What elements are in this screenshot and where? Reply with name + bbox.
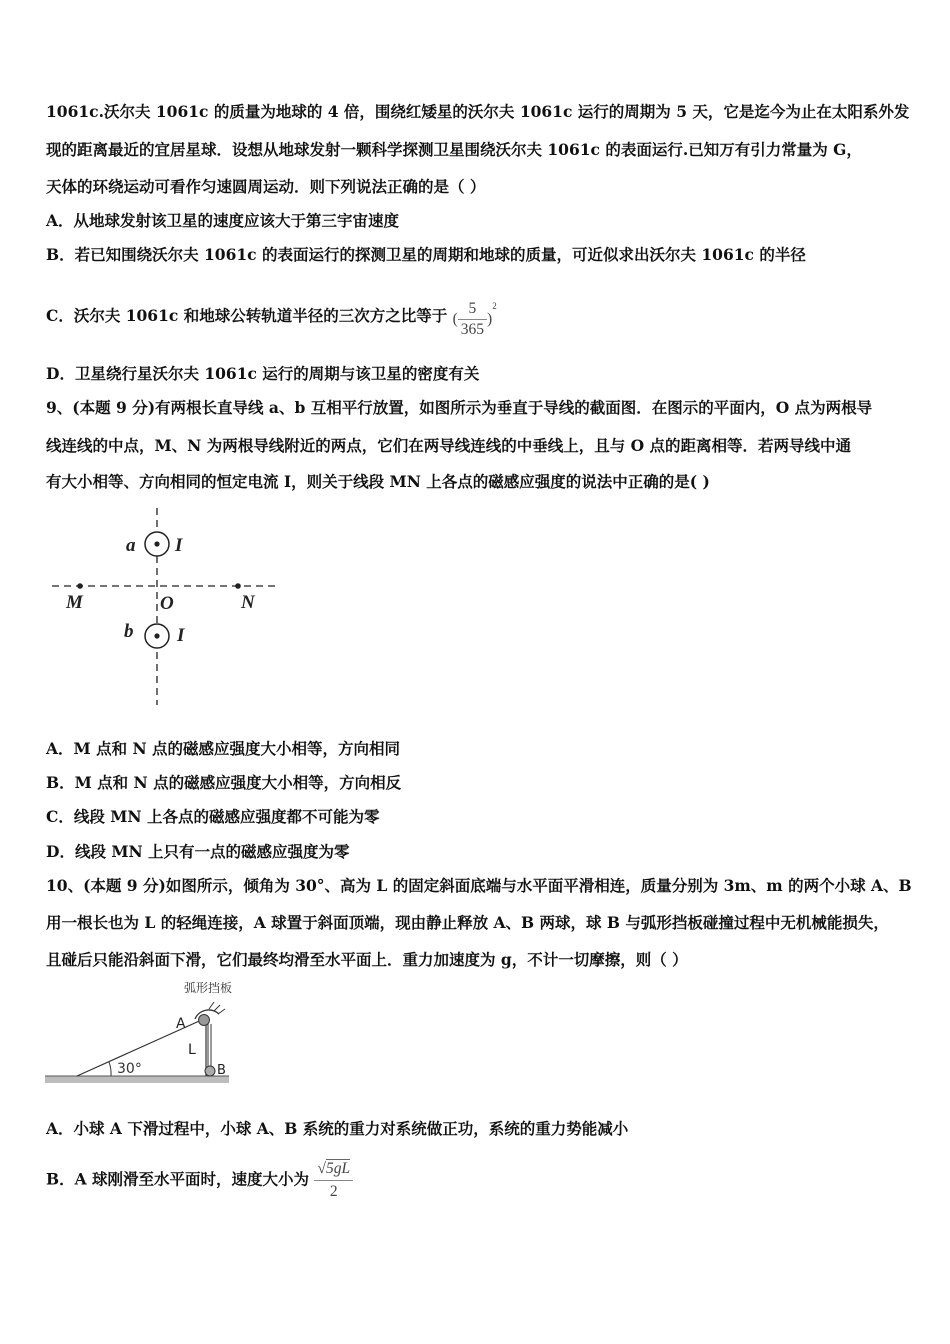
q9-option-d: D．线段 MN 上只有一点的磁感应强度为零 (46, 842, 350, 861)
q8-option-b: B．若已知围绕沃尔夫 1061c 的表面运行的探测卫星的周期和地球的质量，可近似求出沃尔夫 1061c 的半径 (46, 245, 806, 264)
formula-numerator: √5gL (317, 1160, 351, 1177)
baffle-hatch (218, 1009, 225, 1014)
q10-stem-line-3: 且碰后只能沿斜面下滑，它们最终均滑至水平面上．重力加速度为 g，不计一切摩擦，则（ ） (46, 950, 688, 969)
label-length-l: L (188, 1042, 196, 1058)
formula-denominator: 2 (314, 1180, 353, 1203)
ground-surface (45, 1076, 229, 1083)
formula-open-paren: ( (452, 310, 458, 328)
point-m-dot (77, 583, 83, 589)
q10-option-b-text: B．A 球刚滑至水平面时，速度大小为 (46, 1169, 310, 1189)
formula-numerator: 5 (468, 300, 477, 318)
q9-option-b: B．M 点和 N 点的磁感应强度大小相等，方向相反 (46, 773, 402, 792)
q8-stem-line-2: 现的距离最近的宜居星球．设想从地球发射一颗科学探测卫星围绕沃尔夫 1061c 的表面运行.已知万有引力常量为 G， (46, 140, 862, 159)
formula-exponent: 2 (492, 301, 497, 311)
formula-fraction (458, 299, 487, 340)
label-current-b: I (177, 625, 185, 646)
ball-a (199, 1015, 210, 1026)
label-ball-a: A (176, 1016, 186, 1032)
formula-denominator: 365 (458, 319, 487, 340)
label-b: b (124, 621, 134, 642)
q9-option-c: C．线段 MN 上各点的磁感应强度都不可能为零 (46, 807, 380, 826)
label-a: a (126, 535, 136, 556)
q9-stem-line-2: 线连线的中点，M、N 为两根导线附近的两点，它们在两导线连线的中垂线上，且与 O 点的距离相等．若两导线中通 (46, 436, 852, 455)
q10-option-a: A．小球 A 下滑过程中，小球 A、B 系统的重力对系统做正功，系统的重力势能减小 (46, 1119, 629, 1138)
q8-stem-line-1: 1061c.沃尔夫 1061c 的质量为地球的 4 倍，围绕红矮星的沃尔夫 1061c 运行的周期为 5 天，它是迄今为止在太阳系外发 (46, 102, 910, 121)
wire-b-dot (154, 633, 159, 638)
q10-option-b-formula (314, 1158, 353, 1203)
baffle-label: 弧形挡板 (184, 981, 233, 995)
ball-b (205, 1066, 215, 1076)
q9-option-a: A．M 点和 N 点的磁感应强度大小相等，方向相同 (46, 739, 401, 758)
q8-option-a: A．从地球发射该卫星的速度应该大于第三宇宙速度 (46, 211, 400, 230)
q8-option-d: D．卫星绕行星沃尔夫 1061c 运行的周期与该卫星的密度有关 (46, 364, 480, 383)
angle-label: 30° (117, 1061, 142, 1077)
formula-radicand: 5gL (325, 1160, 351, 1177)
angle-arc (109, 1062, 111, 1076)
label-n: N (241, 592, 255, 613)
q10-stem-line-1: 10、(本题 9 分)如图所示，倾角为 30°、高为 L 的固定斜面底端与水平面平滑相连，质量分别为 3m、m 的两个小球 A、B (46, 876, 912, 895)
q10-figure-incline (44, 976, 244, 1088)
label-ball-b: B (217, 1063, 226, 1078)
q8-option-c-formula (453, 294, 497, 340)
label-o: O (160, 593, 174, 614)
point-n-dot (235, 583, 241, 589)
q8-stem-line-3: 天体的环绕运动可看作匀速圆周运动．则下列说法正确的是（ ） (46, 177, 486, 196)
q10-option-b (46, 1158, 353, 1203)
q8-option-c (46, 294, 497, 340)
label-m: M (66, 592, 83, 613)
formula-close-paren: ) (487, 310, 493, 328)
label-current-a: I (175, 535, 183, 556)
q9-figure-wire-cross-section (40, 500, 290, 715)
baffle-hatch (214, 1005, 220, 1011)
wire-a-dot (154, 541, 159, 546)
q10-stem-line-2: 用一根长也为 L 的轻绳连接，A 球置于斜面顶端，现由静止释放 A、B 两球，球 B 与弧形挡板碰撞过程中无机械能损失， (46, 913, 889, 932)
baffle-hatch (209, 1002, 214, 1009)
q9-stem-line-1: 9、(本题 9 分)有两根长直导线 a、b 互相平行放置，如图所示为垂直于导线的截面图．在图示的平面内，O 点为两根导 (46, 398, 873, 417)
q8-option-c-text: C．沃尔夫 1061c 和地球公转轨道半径的三次方之比等于 (46, 306, 448, 326)
q9-stem-line-3: 有大小相等、方向相同的恒定电流 I，则关于线段 MN 上各点的磁感应强度的说法中正确的是( ) (46, 472, 710, 491)
